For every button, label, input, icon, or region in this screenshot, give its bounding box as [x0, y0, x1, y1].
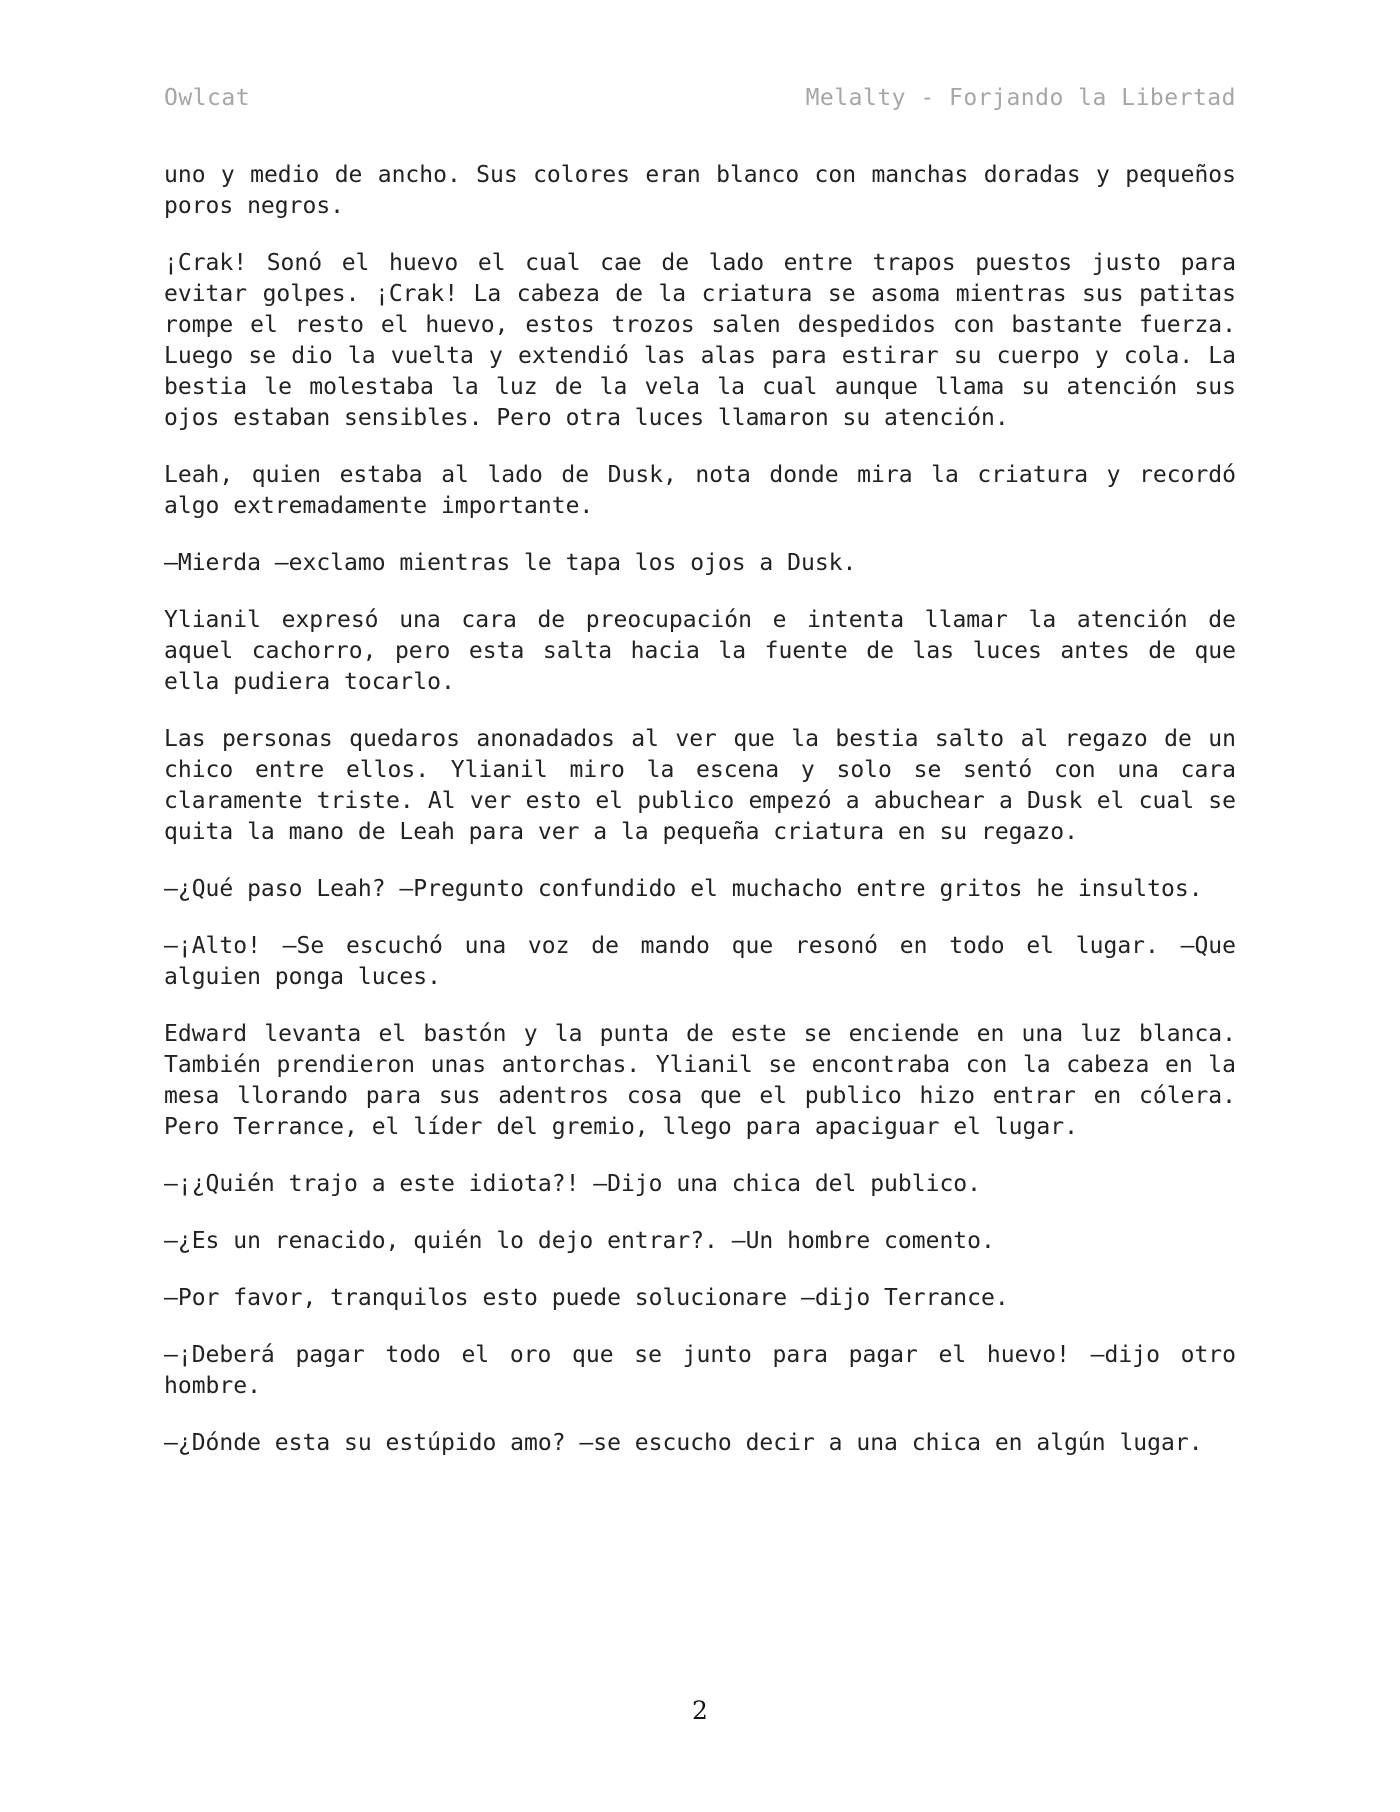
paragraph: ¡Crak! Sonó el huevo el cual cae de lado entre trapos puestos justo para evitar golpes. ¡Crak! La cabeza de la criatura se asoma mientras sus patitas rompe el resto el huevo, estos trozos salen despedidos con bastante fuerza. Luego se dio la vuelta y extendió las alas para estirar su cuerpo y cola. La bestia le molestaba la luz de la vela la cual aunque llama su atención sus ojos estaban sensibles. Pero otra luces llamaron su atención. [164, 250, 1236, 431]
paragraph: —Por favor, tranquilos esto puede solucionare —dijo Terrance. [164, 1285, 1009, 1311]
header-author: Owlcat [164, 85, 251, 111]
paragraph: —¿Dónde esta su estúpido amo? —se escucho decir a una chica en algún lugar. [164, 1430, 1203, 1456]
paragraph: Ylianil expresó una cara de preocupación e intenta llamar la atención de aquel cachorro, pero esta salta hacia la fuente de las luces antes de que ella pudiera tocarlo. [164, 607, 1236, 695]
body-text [164, 160, 1236, 1485]
paragraph: Edward levanta el bastón y la punta de este se enciende en una luz blanca. También prendieron unas antorchas. Ylianil se encontraba con la cabeza en la mesa llorando para sus adentros cosa que el publico hizo entrar en cólera. Pero Terrance, el líder del gremio, llego para apaciguar el lugar. [164, 1021, 1236, 1140]
page-header [164, 80, 1236, 116]
paragraph: —¿Qué paso Leah? —Pregunto confundido el muchacho entre gritos he insultos. [164, 876, 1203, 902]
paragraph: —¿Es un renacido, quién lo dejo entrar?. —Un hombre comento. [164, 1228, 995, 1254]
paragraph: Leah, quien estaba al lado de Dusk, nota donde mira la criatura y recordó algo extremadamente importante. [164, 462, 1236, 519]
paragraph: —¡Alto! —Se escuchó una voz de mando que resonó en todo el lugar. —Que alguien ponga luces. [164, 933, 1236, 990]
paragraph: Las personas quedaros anonadados al ver que la bestia salto al regazo de un chico entre ellos. Ylianil miro la escena y solo se sentó con una cara claramente triste. Al ver esto el publico empezó a abuchear a Dusk el cual se quita la mano de Leah para ver a la pequeña criatura en su regazo. [164, 726, 1236, 845]
paragraph: uno y medio de ancho. Sus colores eran blanco con manchas doradas y pequeños poros negros. [164, 162, 1236, 219]
header-title: Melalty - Forjando la Libertad [805, 85, 1236, 111]
page-number: 2 [692, 1696, 708, 1725]
paragraph: —¡¿Quién trajo a este idiota?! —Dijo una chica del publico. [164, 1171, 981, 1197]
paragraph: —Mierda —exclamo mientras le tapa los ojos a Dusk. [164, 550, 857, 576]
paragraph: —¡Deberá pagar todo el oro que se junto para pagar el huevo! —dijo otro hombre. [164, 1342, 1236, 1399]
